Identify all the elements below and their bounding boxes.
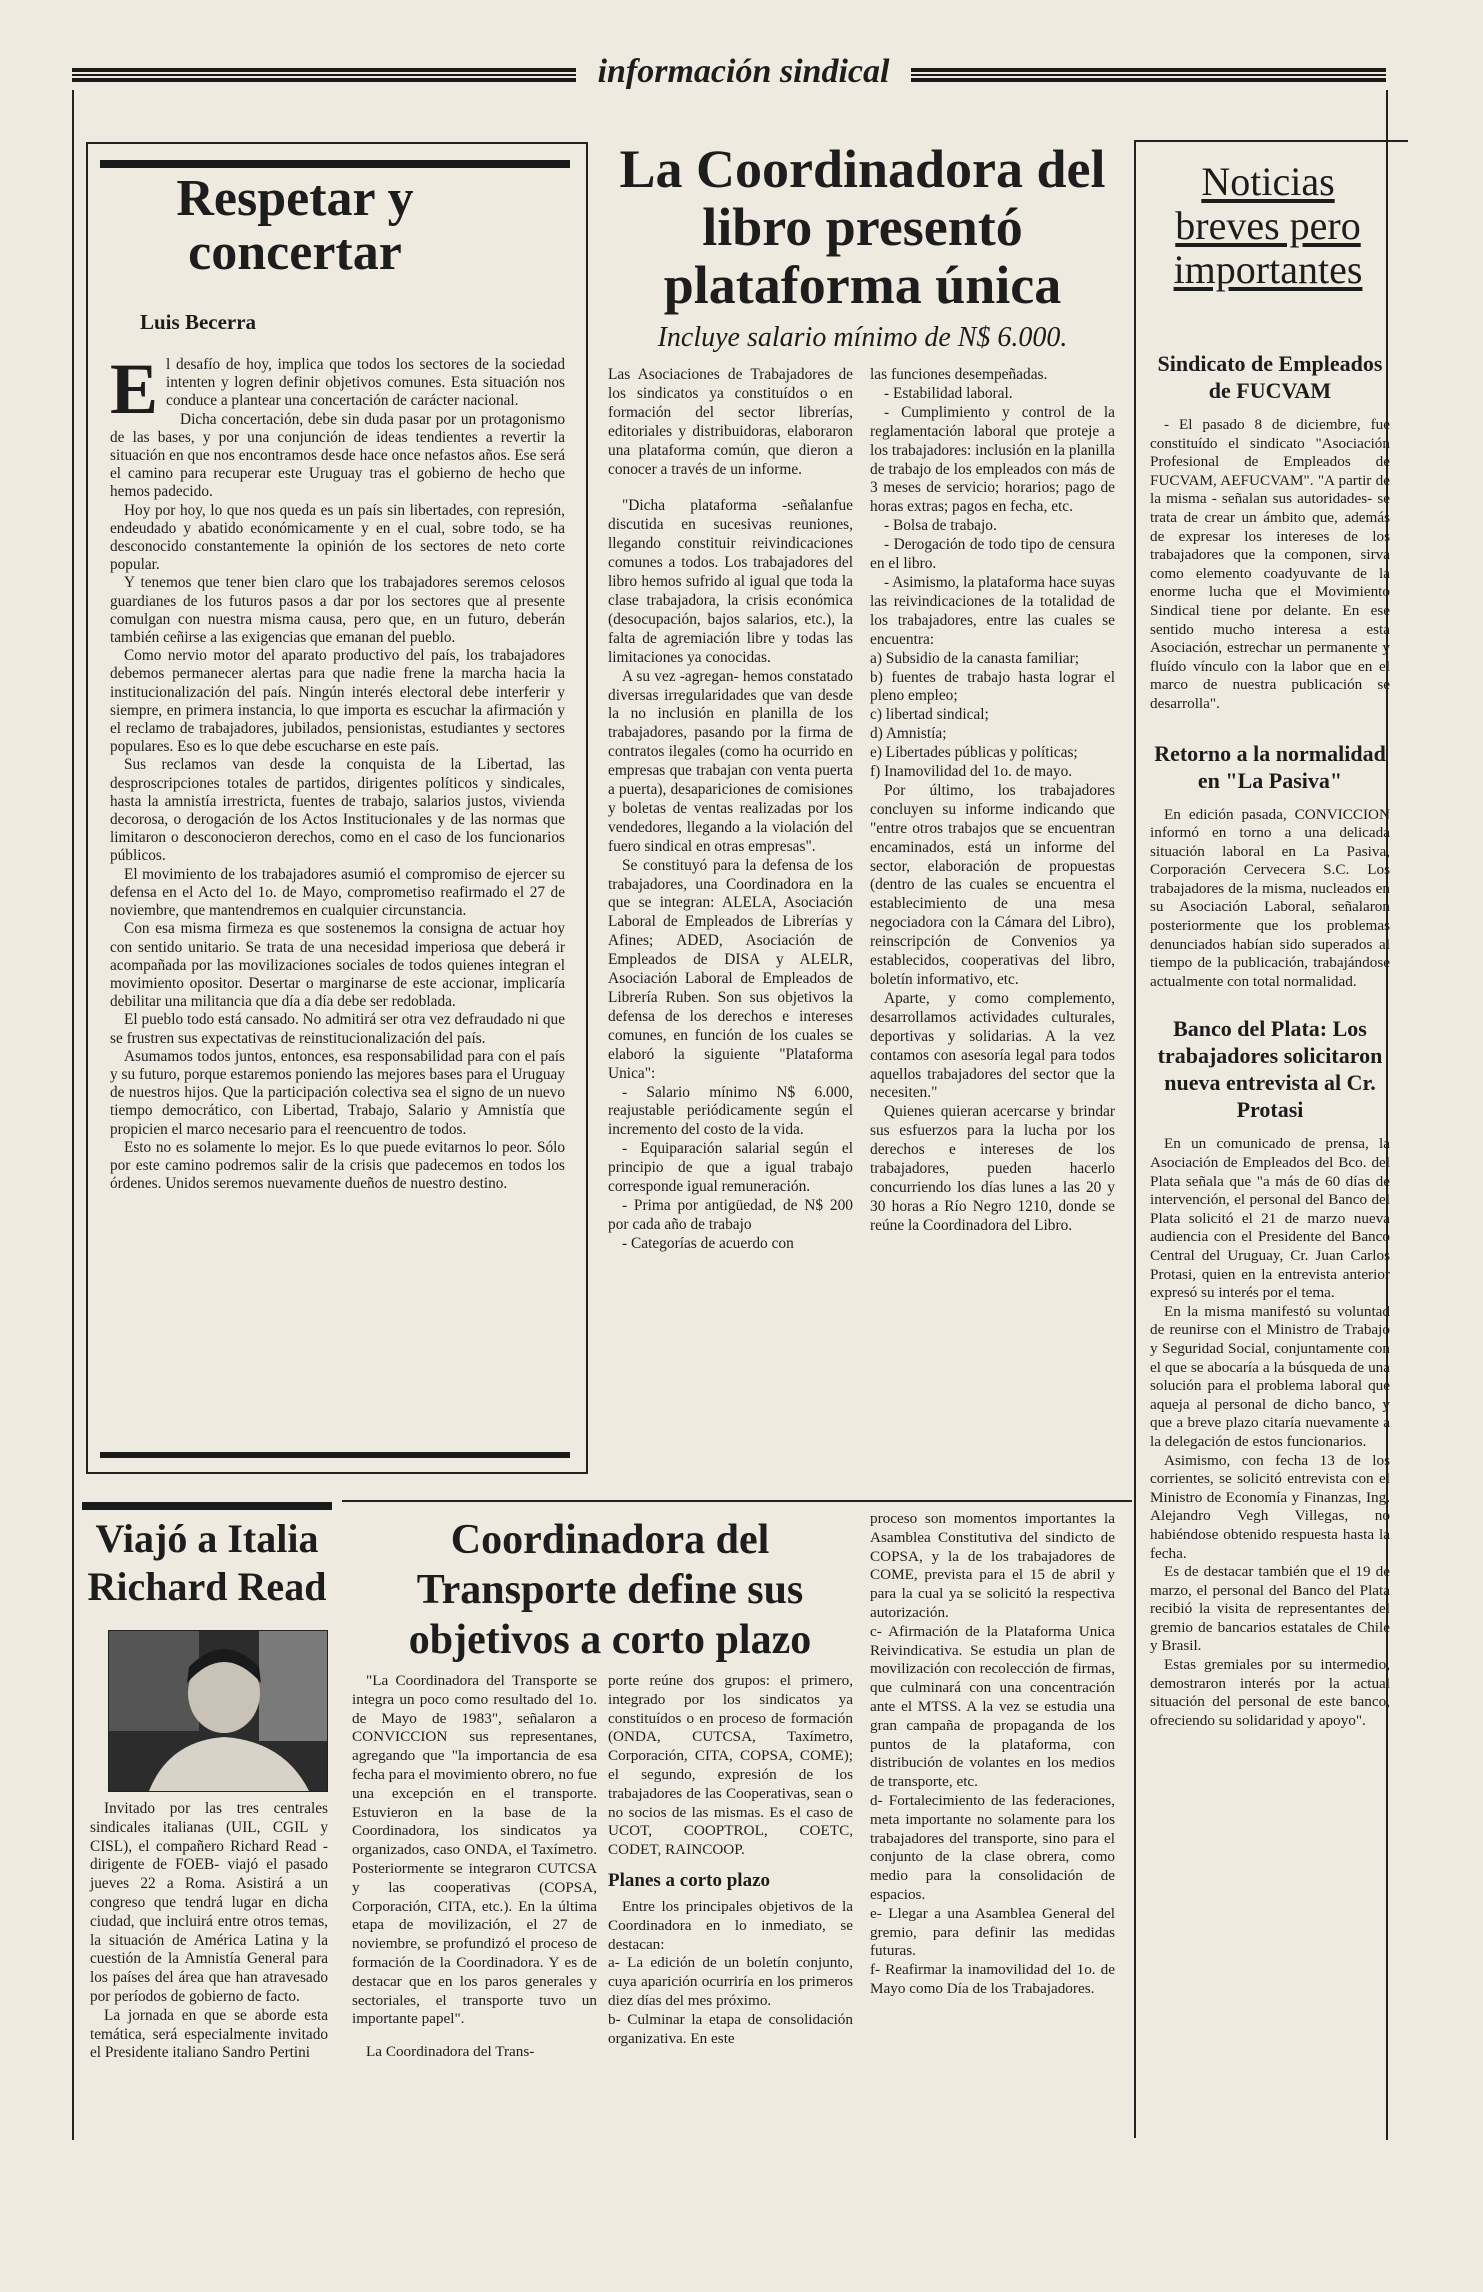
transporte-subheading: Planes a corto plazo — [608, 1869, 771, 1891]
richard-read-photo — [108, 1630, 328, 1792]
noticias-heading: Retorno a la normalidad en "La Pasiva" — [1154, 740, 1386, 793]
opinion-paragraph: Asumamos todos juntos, entonces, esa responsabilidad para con el país y su futuro, porque estaremos poniendo las mejores bases para el Uruguay de nuestros hijos. Que la participación colectiva sea el signo de un nuevo tiempo democrático, con Libertad, Trabajo, Salario y Amnistía que propicien el marco necesario para el reencuentro de todos. — [110, 1047, 565, 1138]
transporte-list-item: d- Fortalecimiento de las federaciones, meta importante no solamente para los trabajadores del transporte, sino para el conjunto de la clase obrera, como medio para la consolidación de espacios. — [870, 1791, 1115, 1903]
transporte-list-item: e- Llegar a una Asamblea General del gremio, para definir las medidas futuras. — [870, 1904, 1115, 1960]
transporte-column-2 — [608, 1672, 853, 2048]
libro-paragraph: Las Asociaciones de Trabajadores de los sindicatos ya constituídos o en formación del sector librerías, editoriales y distribuidoras, elaboraron una plataforma común, que dieron a conocer a través de un informe. — [608, 366, 853, 478]
italia-top-rule — [82, 1502, 332, 1510]
opinion-paragraph: Con esa misma firmeza es que sostenemos la consigna de actuar hoy con sentido unitario. Se trata de una necesidad imperiosa que deberá ir acompañada por las movilizaciones sociales de todos quienes integran el movimiento opositor. Desertar o marginarse de este accionar, implicaría debilitar una militancia que día a día debe ser redoblada. — [110, 920, 565, 1011]
libro-column-2 — [870, 366, 1115, 1236]
noticias-paragraph: Es de destacar también que el 19 de marzo, el personal del Banco del Plata recibió la visita de representantes del gremio de bancarios estatales de Chile y Brasil. — [1150, 1563, 1390, 1655]
noticias-paragraph: En la misma manifestó su voluntad de reunirse con el Ministro de Trabajo y Seguridad Social, conjuntamente con el que se abocaría a la búsqueda de una solución para el problema laboral que aqueja al personal de dicho banco, y que a breve plazo citaría nuevamente a la delegación de estos funcionarios. — [1150, 1302, 1390, 1450]
libro-paragraph: las funciones desempeñadas. — [870, 366, 1048, 383]
libro-paragraph: - Cumplimiento y control de la reglamentación laboral que proteje a los trabajadores: inclusión en la planilla de trabajo de los empleados con más de 3 meses de servicio; horarios; pago de horas extras; pagos en fecha, etc. — [870, 403, 1115, 516]
libro-paragraph: A su vez -agregan- hemos constatado diversas irregularidades que van desde la no inclusión en planilla de los trabajadores, pasando por la firma de contratos ilegales (como ha ocurrido en empresas que trabajan con venta puerta a puerta), desapariciones de comisiones y boletas de ventas realizadas por los vendedores, llegando a la violación del fuero sindical en otras empresas". — [608, 667, 853, 855]
noticias-paragraph: En un comunicado de prensa, la Asociación de Empleados del Bco. del Plata señala que "a más de 60 días de intervención, el personal del Banco del Plata solicitó el 21 de marzo nueva audiencia con el Presidente del Banco Central del Uruguay, Cr. Juan Carlos Protasi, quien en la entrevista anterior expresó su interés por el tema. — [1150, 1135, 1390, 1302]
libro-list-item: b) fuentes de trabajo hasta lograr el pleno empleo; — [870, 668, 1115, 705]
noticias-title: Noticias breves pero importantes — [1173, 159, 1363, 292]
opinion-bottom-rule — [100, 1452, 570, 1458]
noticias-paragraph: En edición pasada, CONVICCION informó en torno a una delicada situación laboral en La Pasiva, Corporación Cervecera S.C. Los trabajadores de la misma, nucleados en su Asociación Laboral, señalaron posteriormente que los problemas denunciados habían sido superados al tiempo de la publicación, trabajándose actualmente con total normalidad. — [1150, 805, 1390, 990]
noticias-heading: Sindicato de Empleados de FUCVAM — [1157, 351, 1383, 403]
noticias-paragraph: - El pasado 8 de diciembre, fue constituído el sindicato "Asociación Profesional de Empleados de FUCVAM, AEFUCVAM". "A partir de la misma - señalan sus autoridades- se trata de crear un ámbito que, además de expresar los intereses de los trabajadores que la componen, sirva como elemento coadyuvante de la enorme lucha que el Movimiento Sindical tiene por delante. En ese sentido mucho interesa a esta Asociación, estrechar un permanente y fluído vínculo con la labor que en el marco de nuestra publicación se desarrolla". — [1150, 416, 1390, 712]
transporte-list-item: c- Afirmación de la Plataforma Unica Reivindicativa. Se estudia un plan de movilización con recolección de firmas, que culminará con una concentración ante el MTSS. A la vez se estudia una gran campaña de propaganda de los puntos de la plataforma, con distribución de volantes en los medios de transporte, etc. — [870, 1622, 1115, 1791]
italia-title: Viajó a Italia Richard Read — [87, 1516, 327, 1609]
noticias-body — [1150, 346, 1390, 1730]
libro-paragraph: - Estabilidad laboral. — [884, 384, 1013, 402]
libro-list-item: d) Amnistía; — [870, 725, 947, 743]
transporte-paragraph: proceso son momentos importantes la Asamblea Constitutiva del sindicto de COPSA, y la de los trabajadores de COME, prevista para el 15 de abril y para la cual ya se solicitó la respectiva autorización. — [870, 1510, 1115, 1621]
libro-paragraph: Quienes quieran acercarse y brindar sus esfuerzos para la lucha por los derechos e intereses de los trabajadores, pueden hacerlo concurriendo los días lunes a las 20 y 30 horas a Río Negro 1210, donde se reúne la Coordinadora del Libro. — [870, 1103, 1115, 1234]
transporte-paragraph: La Coordinadora del Trans- — [366, 2043, 535, 2061]
opinion-paragraph: Sus reclamos van desde la conquista de la Libertad, las desproscripciones totales de partidos, dirigentes políticos y sindicales, hasta la amnistía irrestricta, fuentes de trabajo, salarios justos, vivienda decorosa, o derogación de los Actos Institucionales y de las normas que limitaron o desconocieron derechos, como en el caso de los funcionarios públicos. — [110, 756, 565, 865]
libro-paragraph: - Salario mínimo N$ 6.000, reajustable periódicamente según el incremento del costo de la vida. — [608, 1083, 853, 1139]
libro-list-item: a) Subsidio de la canasta familiar; — [870, 649, 1079, 667]
italia-body — [90, 1800, 328, 2063]
noticias-paragraph: Estas gremiales por su intermedio, demostraron interés por la actual situación del personal de este banco, ofreciendo su solidaridad y apoyo". — [1150, 1656, 1390, 1729]
noticias-heading: Banco del Plata: Los trabajadores solicitaron nueva entrevista al Cr. Protasi — [1157, 1016, 1383, 1123]
opinion-paragraph: Como nervio motor del aparato productivo del país, los trabajadores debemos permanecer alertas para que nadie frene la marcha hacia la institucionalización del país. Ningún interés electoral debe interferir y siempre, en primera instancia, lo que importa es escuchar la afirmación y el reclamo de trabajadores, jubilados, pensionistas, estudiantes y sectores populares. Eso es lo que debe escucharse en este país. — [110, 647, 565, 756]
libro-paragraph: Por último, los trabajadores concluyen su informe indicando que "entre otros trabajos que se encuentran encaminados, está un informe del sector, elaboración de propuestas (dentro de las cuales se encuentra el establecimiento de una mesa negociadora con la Cámara del Libro), reinscripción de Convenios ya establecidos, cooperativas del libro, boletín informativo, etc. — [870, 781, 1115, 988]
libro-paragraph: - Asimismo, la plataforma hace suyas las reivindicaciones de la totalidad de los trabajadores, entre las cuales se encuentra: — [870, 573, 1115, 648]
opinion-paragraph: Hoy por hoy, lo que nos queda es un país sin libertades, con represión, endeudado y abatido económicamente y en el cual, sobre todo, se ha desconocido constantemente la opinión de los sectores de neto corte popular. — [110, 501, 565, 574]
libro-list-item: e) Libertades públicas y políticas; — [870, 744, 1078, 762]
transporte-list-item: a- La edición de un boletín conjunto, cuya aparición ocurriría en los primeros diez días del mes próximo. — [608, 1954, 853, 2009]
libro-paragraph: - Bolsa de trabajo. — [884, 517, 997, 535]
header-rule-right — [906, 68, 1386, 82]
libro-paragraph: Se constituyó para la defensa de los trabajadores, una Coordinadora en la que se integran: ALELA, Asociación Laboral de Empleados de Librerías y Afines; ADED, Asociación de Empleados de DISA y ALELR, Asociación Laboral de Empleados de Librería Ruben. Son sus objetivos la defensa de los derechos e intereses comunes, en función de los cuales se elaboró la siguiente "Plataforma Unica": — [608, 856, 853, 1082]
libro-subtitle: Incluye salario mínimo de N$ 6.000. — [657, 322, 1068, 353]
libro-paragraph: - Categorías de acuerdo con — [622, 1234, 794, 1252]
opinion-paragraph: Esto no es solamente lo mejor. Es lo que puede evitarnos lo peor. Sólo por este camino podremos salir de la crisis que padecemos en todos los órdenes. Unidos seremos nuevamente dueños de nuestro destino. — [110, 1138, 565, 1193]
libro-headline: La Coordinadora del libro presentó plataforma única — [619, 139, 1106, 315]
opinion-paragraph: Dicha concertación, debe sin duda pasar por un protagonismo de las bases, y por una conjunción de ideas tendientes a revertir la situación en que nos encontramos desde hace once nefastos años. Ese será el camino para recuperar este Uruguay tras el gobierno de hecho que hemos padecido. — [110, 410, 565, 501]
transporte-list-item: f- Reafirmar la inamovilidad del 1o. de Mayo como Día de los Trabajadores. — [870, 1961, 1115, 1997]
transporte-paragraph: porte reúne dos grupos: el primero, integrado por los sindicatos ya constituídos o en proceso de formación (ONDA, CUTCSA, Taxímetro, Corporación, CITA, COPSA, COME); el segundo, expresión de los trabajadores de las Cooperativas, sean o no socios de las mismas. Es el caso de UCOT, COOPTROL, COETC, CODET, RAINCOOP. — [608, 1672, 853, 1859]
libro-paragraph: - Derogación de todo tipo de censura en el libro. — [870, 536, 1115, 573]
italia-paragraph: La jornada en que se aborde esta temática, será especialmente invitado el Presidente italiano Sandro Pertini — [90, 2006, 328, 2062]
transporte-column-3 — [870, 1510, 1115, 1999]
opinion-title — [110, 172, 480, 280]
libro-paragraph: - Prima por antigüedad, de N$ 200 por cada año de trabajo — [608, 1196, 853, 1233]
transporte-paragraph: Entre los principales objetivos de la Coordinadora en lo inmediato, se destacan: — [608, 1897, 853, 1953]
opinion-paragraph: l desafío de hoy, implica que todos los sectores de la sociedad intenten y logren definir objetivos comunes. Esta situación nos conduce a plantear una concertación de carácter nacional. — [166, 356, 565, 410]
opinion-paragraph: El pueblo todo está cansado. No admitirá ser otra vez defraudado ni que se frustren sus expectativas de reinstitucionalización del país. — [110, 1011, 565, 1047]
transporte-list-item: b- Culminar la etapa de consolidación organizativa. En este — [608, 2010, 853, 2047]
libro-paragraph: Aparte, y como complemento, desarrollamos actividades culturales, deportivas y solidarias. A la vez contamos con asesoría legal para todos aquellos trabajadores del sector que la necesiten." — [870, 989, 1115, 1102]
opinion-top-rule — [100, 160, 570, 168]
section-title: información sindical — [576, 52, 911, 92]
header-rule-left — [72, 68, 582, 82]
noticias-paragraph: Asimismo, con fecha 13 de los corrientes, se solicitó entrevista con el Ministro de Economía y Finanzas, Ing. Alejandro Vegh Villegas, no habiéndose obtenido respuesta hasta la fecha. — [1150, 1451, 1390, 1562]
libro-list-item: c) libertad sindical; — [870, 706, 989, 724]
transporte-paragraph: "La Coordinadora del Transporte se integra un poco como resultado del 1o. de Mayo de 1983", señalaron a CONVICCION sus representanes, agregando que "la importancia de esa fecha para el movimiento obrero, no fue una excepción en el transporte. Estuvieron en la base de la Coordinadora, los sindicatos ya organizados, caso ONDA, el Taxímetro. Posteriormente se integraron CUTCSA y las cooperativas (COPSA, Corporación, CITA, etc.). En la última etapa de movilización, el 27 de noviembre, se profundizó el proceso de formación de la Coordinadora. Y es de destacar que en los paros generales y sectoriales, el transporte tuvo un importante papel". — [352, 1672, 597, 2028]
opinion-title-text: Respetar y concertar — [176, 170, 414, 281]
opinion-paragraph: El movimiento de los trabajadores asumió el compromiso de ejercer su defensa en el Acto del 1o. de Mayo, comprometiso reafirmado el 27 de noviembre, que mantendremos en cualquier circunstancia. — [110, 865, 565, 920]
libro-column-1 — [608, 366, 853, 1254]
italia-paragraph: Invitado por las tres centrales sindicales italianas (UIL, CGIL y CISL), el compañero Richard Read -dirigente de FOEB- viajó el pasado jueves 22 a Roma. Asistirá a un congreso que tendrá lugar en dicha ciudad, que incluirá entre otros temas, la situación de América Latina y la cuestión de la Amnistía General para los países del área que han atravesado por períodos de gobierno de facto. — [90, 1800, 328, 2005]
transporte-column-1 — [352, 1672, 597, 2062]
libro-paragraph: "Dicha plataforma -señalanfue discutida en sucesivas reuniones, llegando constituir reivindicaciones comunes a todos. Los trabajadores del libro hemos sufrido al igual que toda la clase trabajadora, la crisis económica (desocupación, bajos salarios, etc.), la falta de agremiación libre y todas las limitaciones ya conocidas. — [608, 497, 853, 666]
opinion-paragraph: Y tenemos que tener bien claro que los trabajadores seremos celosos guardianes de los futuros pasos a dar por los sectores que al presente comulgan con nuestra misma causa, pero que, en un futuro, deberán también ceñirse a las exigencias que emanan del pueblo. — [110, 574, 565, 647]
portrait-icon — [109, 1631, 327, 1791]
opinion-body — [110, 349, 565, 1193]
transporte-title: Coordinadora del Transporte define sus objetivos a corto plazo — [408, 1517, 812, 1663]
libro-list-item: f) Inamovilidad del 1o. de mayo. — [870, 763, 1073, 781]
libro-paragraph: - Equiparación salarial según el principio de que a igual trabajo corresponde igual remuneración. — [608, 1140, 853, 1196]
opinion-author: Luis Becerra — [140, 310, 257, 334]
opinion-dropcap: E — [110, 349, 159, 429]
